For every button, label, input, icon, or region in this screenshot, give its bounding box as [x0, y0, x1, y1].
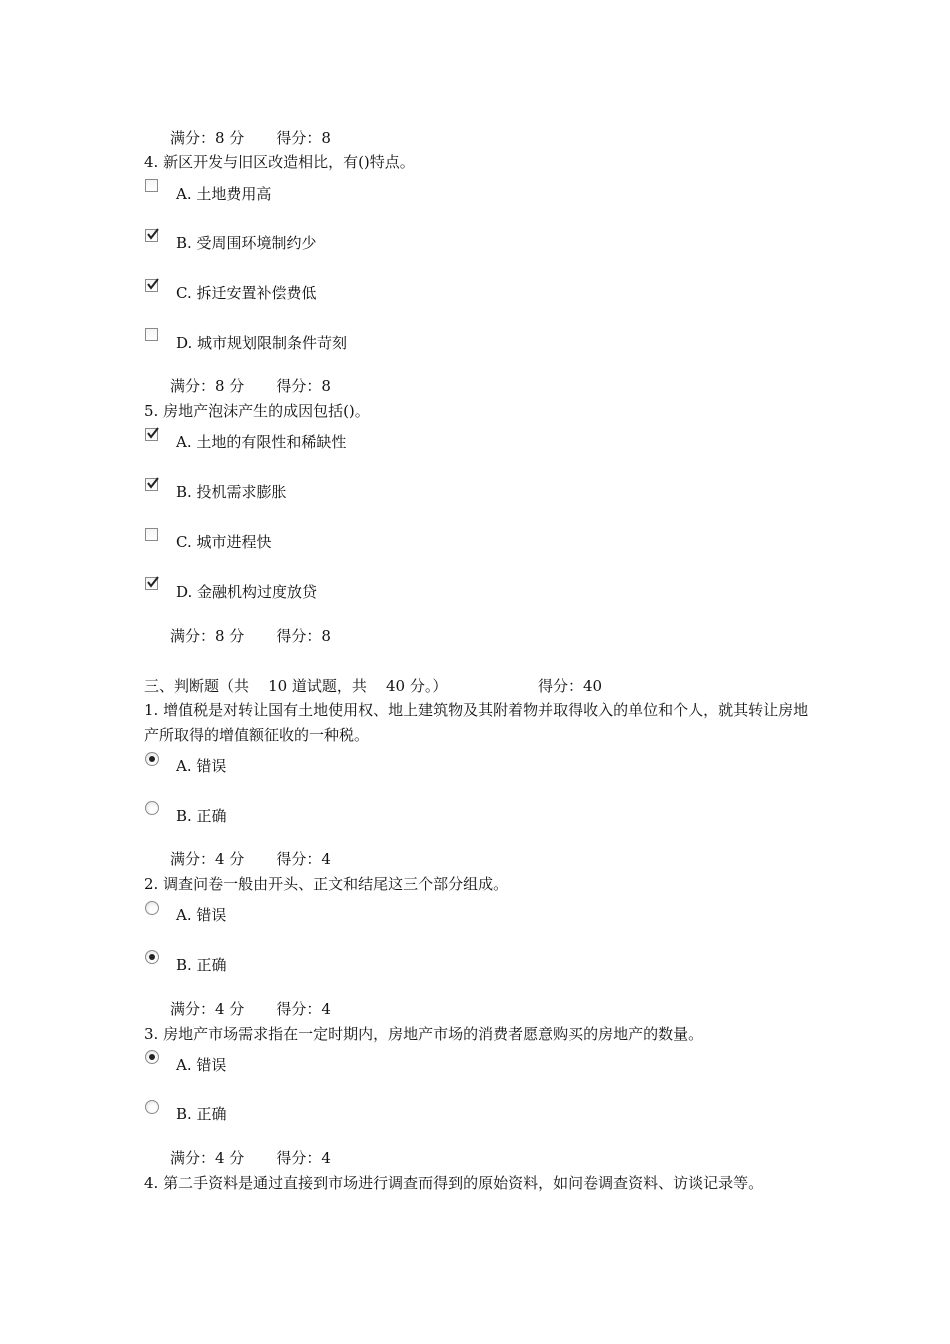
obtained-score: 得分：8 [276, 377, 331, 395]
q4-option-d-checkbox[interactable] [145, 328, 158, 341]
tf1-option-a-radio[interactable] [145, 752, 159, 766]
tf3-option-b-radio[interactable] [145, 1100, 159, 1114]
checkmark-icon [146, 228, 159, 241]
obtained-score: 得分：8 [276, 627, 331, 645]
tf-question-4-text: 4. 第二手资料是通过直接到市场进行调查而得到的原始资料，如问卷调查资料、访谈记录等。 [144, 1174, 764, 1192]
full-score: 满分：8 分 [170, 129, 245, 147]
q5-option-d-checkbox[interactable] [145, 577, 158, 590]
q5-option-b-label: B. 投机需求膨胀 [176, 483, 287, 501]
tf1-option-a-label: A. 错误 [176, 757, 227, 775]
tf2-option-b-label: B. 正确 [176, 956, 227, 974]
section-score: 得分：40 [538, 677, 603, 695]
q4-option-a-label: A. 土地费用高 [176, 185, 272, 203]
tf2-option-a-radio[interactable] [145, 901, 159, 915]
tf3-option-b-label: B. 正确 [176, 1105, 227, 1123]
tf1-option-b-label: B. 正确 [176, 807, 227, 825]
tf-question-3-text: 3. 房地产市场需求指在一定时期内，房地产市场的消费者愿意购买的房地产的数量。 [144, 1025, 704, 1043]
q4-option-b-label: B. 受周围环境制约少 [176, 234, 317, 252]
full-score: 满分：4 分 [170, 1000, 245, 1018]
tf3-option-a-label: A. 错误 [176, 1056, 227, 1074]
full-score: 满分：4 分 [170, 850, 245, 868]
question-4-text: 4. 新区开发与旧区改造相比，有()特点。 [144, 153, 415, 171]
tf-question-2-text: 2. 调查问卷一般由开头、正文和结尾这三个部分组成。 [144, 875, 509, 893]
q4-option-c-checkbox[interactable] [145, 279, 158, 292]
obtained-score: 得分：8 [276, 129, 331, 147]
score-line [170, 128, 331, 148]
q5-score-line [170, 626, 331, 646]
q5-option-b-checkbox[interactable] [145, 478, 158, 491]
q4-option-d-label: D. 城市规划限制条件苛刻 [176, 334, 348, 352]
q4-score-line [170, 376, 331, 396]
tf3-score-line [170, 1148, 331, 1168]
q4-option-c-label: C. 拆迁安置补偿费低 [176, 284, 317, 302]
q4-option-b-checkbox[interactable] [145, 229, 158, 242]
full-score: 满分：8 分 [170, 377, 245, 395]
checkmark-icon [146, 576, 159, 589]
q4-option-a-checkbox[interactable] [145, 179, 158, 192]
section-title: 三、判断题（共 10 道试题，共 40 分。） [144, 677, 448, 695]
tf2-score-line [170, 999, 331, 1019]
q5-option-c-checkbox[interactable] [145, 528, 158, 541]
full-score: 满分：8 分 [170, 627, 245, 645]
obtained-score: 得分：4 [276, 1149, 331, 1167]
checkmark-icon [146, 427, 159, 440]
tf2-option-b-radio[interactable] [145, 950, 159, 964]
tf-question-1-text: 1. 增值税是对转让国有土地使用权、地上建筑物及其附着物并取得收入的单位和个人，就其转让房地产所取得的增值额征收的一种税。 [144, 701, 809, 744]
q5-option-c-label: C. 城市进程快 [176, 533, 272, 551]
q5-option-a-checkbox[interactable] [145, 428, 158, 441]
tf3-option-a-radio[interactable] [145, 1050, 159, 1064]
full-score: 满分：4 分 [170, 1149, 245, 1167]
q5-option-d-label: D. 金融机构过度放贷 [176, 583, 318, 601]
obtained-score: 得分：4 [276, 1000, 331, 1018]
question-5-text: 5. 房地产泡沫产生的成因包括()。 [144, 402, 370, 420]
tf1-score-line [170, 849, 331, 869]
checkmark-icon [146, 278, 159, 291]
tf1-option-b-radio[interactable] [145, 801, 159, 815]
q5-option-a-label: A. 土地的有限性和稀缺性 [176, 433, 347, 451]
tf2-option-a-label: A. 错误 [176, 906, 227, 924]
checkmark-icon [146, 477, 159, 490]
obtained-score: 得分：4 [276, 850, 331, 868]
